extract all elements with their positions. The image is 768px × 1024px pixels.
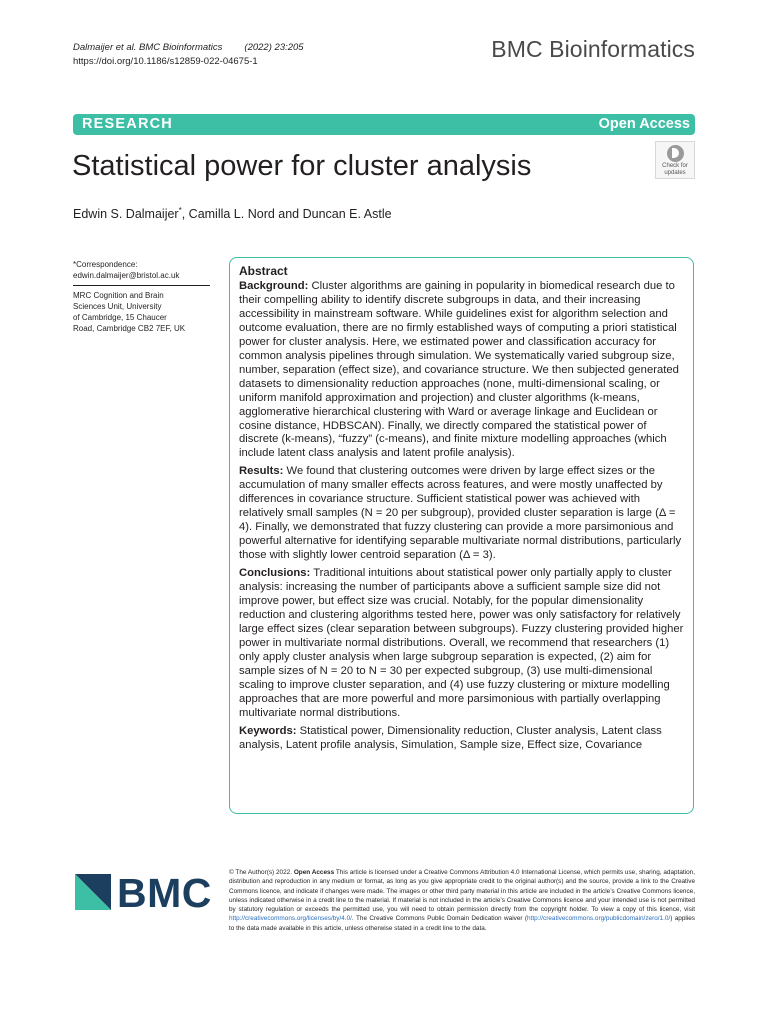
abstract-keywords	[239, 725, 684, 753]
open-access-label: Open Access	[598, 116, 690, 132]
abstract-background	[239, 280, 684, 461]
bmc-logo-mark-icon	[75, 874, 111, 910]
abstract-box	[229, 257, 694, 814]
keywords-text: Statistical power, Dimensionality reduction, Cluster analysis, Latent class analysis, Latent profile analysis, Simulation, Sample size, Effect size, Covariance	[239, 724, 662, 751]
correspondence-mark: *	[178, 206, 182, 215]
check-updates-line1: Check for	[662, 163, 688, 169]
author-rest: , Camilla L. Nord and Duncan E. Astle	[181, 207, 392, 222]
affiliation-line-4: Road, Cambridge CB2 7EF, UK	[73, 324, 186, 333]
license-text-2: . The Creative Commons Public Domain Dedication waiver (	[351, 915, 528, 923]
correspondence-sidebar	[73, 259, 210, 334]
license-text-3: ) applies to the data made available in this article, unless otherwise stated in a credit line to the data.	[229, 915, 695, 932]
affiliation-line-3: of Cambridge, 15 Chaucer	[73, 313, 167, 322]
journal-name: BMC Bioinformatics	[491, 36, 695, 62]
check-for-updates-button[interactable]	[655, 141, 695, 179]
affiliation-line-1: MRC Cognition and Brain	[73, 291, 164, 300]
abstract-heading: Abstract	[239, 264, 288, 278]
background-text: Cluster algorithms are gaining in popularity in biomedical research due to their compelling ability to identify discrete subgroups in data, and their increasing accessibility in mainstream software. While guidelines exist for algorithm selection and outcome evaluation, there are no firmly established ways of computing a priori statistical power for cluster analysis. Here, we estimated power and classification accuracy for common analysis pipelines through simulation. We systematically varied subgroup size, number, separation (effect size), and covariance structure. We then subjected generated datasets to dimensionality reduction approaches (none, multi-dimensional scaling, or uniform manifold approximation and projection) and cluster algorithms (k-means, agglomerative hierarchical clustering with Ward or average linkage and Euclidean or cosine distance, HDBSCAN). Finally, we directly compared the statistical power of discrete (k-means), “fuzzy” (c-means), and finite mixture modelling approaches (which include latent class analysis and latent profile analysis).	[239, 280, 679, 460]
article-type-label: RESEARCH	[82, 116, 173, 132]
license-open-access: Open Access	[293, 869, 335, 876]
check-updates-line2: updates	[664, 170, 686, 176]
background-label: Background:	[239, 280, 309, 292]
bmc-logo-word: BMC	[117, 870, 212, 916]
results-text: We found that clustering outcomes were driven by large effect sizes or the accumulation of many smaller effects across features, and were mostly unaffected by differences in covariance structure. Sufficient statistical power was achieved with relatively small samples (N = 20 per subgroup), provided cluster separation is large (Δ = 4). Finally, we demonstrated that fuzzy clustering can provide a more parsimonious and powerful alternative for identifying separable multivariate normal distributions, particularly those with slightly lower centroid separation (Δ = 3).	[239, 465, 682, 562]
citation-volume: (2022) 23:205	[244, 42, 304, 53]
author-first[interactable]: Edwin S. Dalmaijer	[73, 207, 179, 222]
citation-header	[73, 41, 304, 69]
license-text-1: This article is licensed under a Creative Commons Attribution 4.0 International License, which permits use, sharing, adaptation, distribution and reproduction in any medium or format, as long as you give appropriate credit to the original author(s) and the source, provide a link to the Creative Commons licence, and indicate if changes were made. The images or other third party material in this article are included in the article’s Creative Commons licence, unless indicated otherwise in a credit line to the material. If material is not included in the article’s Creative Commons licence and your intended use is not permitted by statutory regulation or exceeds the permitted use, you will need to obtain permission directly from the copyright holder. To view a copy of this licence, visit	[229, 869, 696, 914]
crossmark-icon	[667, 145, 684, 162]
article-type-banner	[73, 114, 695, 135]
results-label: Results:	[239, 465, 284, 478]
keywords-label: Keywords:	[239, 724, 297, 737]
paper-title: Statistical power for cluster analysis	[72, 150, 532, 182]
correspondence-email[interactable]: edwin.dalmaijer@bristol.ac.uk	[73, 271, 180, 280]
citation-authors: Dalmaijer et al. BMC Bioinformatics	[73, 42, 223, 53]
sidebar-divider	[73, 285, 210, 286]
license-link-cc-by[interactable]: http://creativecommons.org/licenses/by/4.0/	[229, 915, 352, 923]
license-copyright: © The Author(s) 2022.	[229, 869, 292, 876]
bmc-logo	[75, 870, 215, 916]
affiliation-line-2: Sciences Unit, University	[73, 302, 162, 311]
conclusions-label: Conclusions:	[239, 567, 311, 580]
author-list	[73, 206, 392, 221]
license-link-cc-zero[interactable]: http://creativecommons.org/publicdomain/zero/1.0/	[527, 915, 671, 923]
license-statement	[229, 868, 695, 933]
doi-link[interactable]: https://doi.org/10.1186/s12859-022-04675-1	[73, 56, 258, 67]
conclusions-text: Traditional intuitions about statistical power only partially apply to cluster analysis: increasing the number of participants above a sufficient sample size did not improve power, but effect size was crucial. Notably, for the popular dimensionality reduction and clustering algorithms tested here, power was only satisfactory for relatively large effect sizes (clear separation between subgroups). Fuzzy clustering provided higher power in multivariate normal distributions. Overall, we recommend that researchers (1) only apply cluster analysis when large subgroup separation is expected, (2) aim for sample sizes of N = 20 to N = 30 per expected subgroup, (3) use multi-dimensional scaling to improve cluster separation, and (4) use fuzzy clustering or mixture modelling approaches that are more powerful and more parsimonious with partially overlapping multivariate normal distributions.	[239, 567, 684, 719]
abstract-conclusions	[239, 567, 684, 720]
correspondence-label: *Correspondence:	[73, 260, 138, 269]
abstract-results	[239, 465, 684, 563]
